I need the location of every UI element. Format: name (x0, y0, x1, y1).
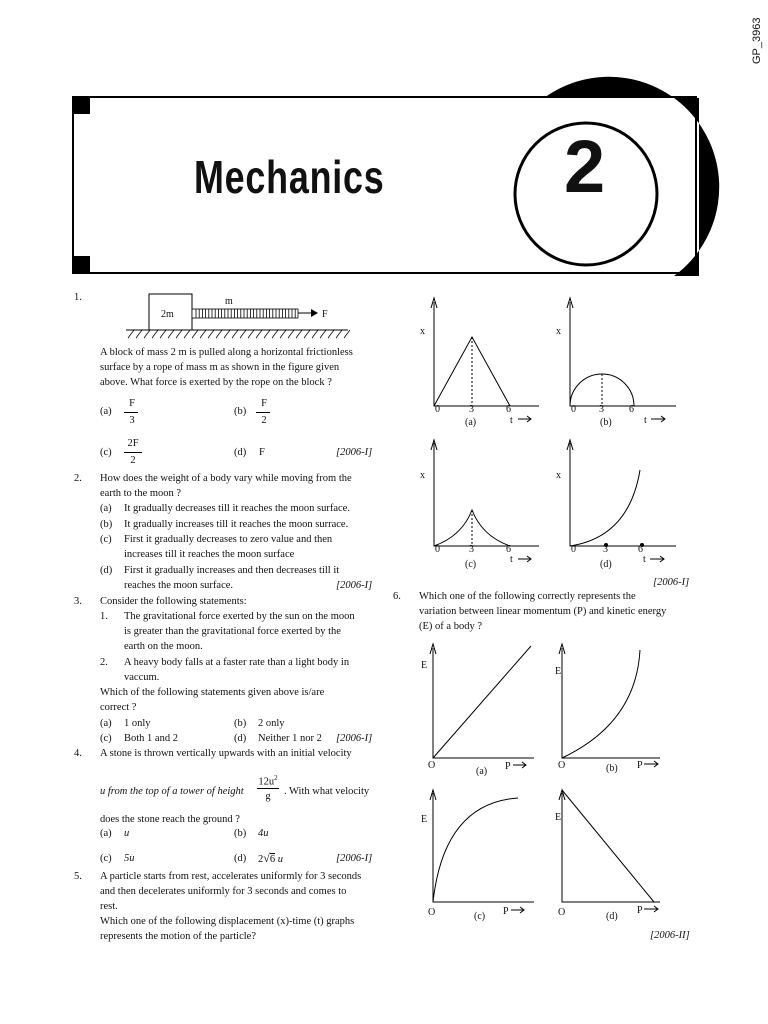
option-label: (c) (100, 733, 112, 744)
axis-x-label: t (643, 554, 646, 565)
block-rope-figure (120, 290, 380, 345)
tick-label: 3 (603, 544, 608, 555)
option-text: u (124, 828, 130, 839)
origin-label: O (558, 760, 566, 771)
q2-text-line: earth to the moon ? (100, 488, 182, 499)
question-number: 4. (74, 748, 82, 759)
graph-label: (d) (606, 911, 618, 922)
option-label: (b) (100, 519, 113, 530)
option-label: (a) (100, 718, 112, 729)
q6-text-line: variation between linear momentum (P) and kinetic energy (419, 606, 667, 617)
statement-text: A heavy body falls at a faster rate than a light body in (124, 657, 350, 668)
option-text: It gradually decreases till it reaches the moon surface. (124, 503, 350, 514)
graph-label: (a) (465, 417, 477, 428)
question-number: 1. (74, 292, 82, 303)
graph-label: (d) (600, 559, 612, 570)
question-number: 2. (74, 473, 82, 484)
q5-graphs (414, 292, 734, 592)
option-c-denominator: 2 (130, 455, 136, 466)
height-numerator: $12u^2$ (258, 774, 278, 788)
q5-graph-b (556, 298, 676, 428)
year-tag: [2006-I] (336, 733, 373, 744)
q5-text-line: and then decelerates uniformly for 3 seconds and comes to (100, 886, 347, 897)
q6-graph-c (421, 790, 534, 922)
q5-text-line: rest. (100, 901, 118, 912)
axis-x-label: t (510, 554, 513, 565)
option-label: (d) (234, 853, 247, 864)
option-c-numerator: 2F (127, 438, 139, 449)
serial-number: GP_3963 (751, 17, 763, 64)
q3-intro: Consider the following statements: (100, 596, 247, 607)
q5-graph-c (420, 440, 539, 570)
question-number: 5. (74, 871, 82, 882)
graph-label: (c) (465, 559, 477, 570)
option-b-numerator: F (261, 398, 267, 409)
option-a-denominator: 3 (129, 415, 135, 426)
tick-label: 0 (571, 404, 576, 415)
chapter-number-emblem (74, 98, 699, 276)
q3-question: Which of the following statements given above is/are (100, 687, 325, 698)
q1-text-line: above. What force is exerted by the rope on the block ? (100, 377, 332, 388)
option-text: First it gradually decreases to zero value and then (124, 534, 333, 545)
rope-label: m (225, 296, 233, 307)
axis-y-label: x (556, 326, 561, 337)
q1-text-line: A block of mass 2 m is pulled along a horizontal frictionless (100, 347, 353, 358)
tick-label: 0 (571, 544, 576, 555)
option-text: Both 1 and 2 (124, 733, 178, 744)
tick-label: 6 (506, 404, 511, 415)
q5-graph-a (420, 298, 539, 428)
graph-label: (b) (600, 417, 612, 428)
chapter-title: Mechanics (194, 151, 385, 203)
option-label: (a) (100, 828, 112, 839)
option-text: 2 only (258, 718, 285, 729)
option-label: (b) (234, 406, 247, 417)
tick-label: 3 (599, 404, 604, 415)
option-text: 5u (124, 853, 135, 864)
statement-text: earth on the moon. (124, 641, 203, 652)
q2-text-line: How does the weight of a body vary while moving from the (100, 473, 352, 484)
option-text: First it gradually increases and then decreases till it (124, 565, 340, 576)
option-label: (d) (234, 447, 247, 458)
year-tag: [2006-II] (650, 930, 690, 941)
axis-y-label: x (420, 470, 425, 481)
axis-x-label: t (510, 415, 513, 426)
option-label: (c) (100, 534, 112, 545)
option-label: (c) (100, 853, 112, 864)
option-a-numerator: F (129, 398, 135, 409)
option-b-denominator: 2 (261, 415, 267, 426)
graph-label: (b) (606, 763, 618, 774)
option-label: (a) (100, 406, 112, 417)
axis-x-label: P (637, 905, 643, 916)
option-d-value: 2√6 u (258, 851, 283, 865)
tick-label: 0 (435, 404, 440, 415)
option-text: 4u (258, 828, 269, 839)
option-label: (c) (100, 447, 112, 458)
chapter-header (72, 96, 697, 274)
axis-y-label: E (421, 660, 428, 671)
year-tag: [2006-I] (653, 577, 690, 588)
statement-number: 1. (100, 611, 108, 622)
force-label: F (322, 309, 328, 320)
year-tag: [2006-I] (336, 853, 373, 864)
tick-label: 6 (638, 544, 643, 555)
q4-text-line: does the stone reach the ground ? (100, 814, 240, 825)
q6-graph-a (421, 644, 534, 777)
tick-label: 3 (469, 544, 474, 555)
option-text: 1 only (124, 718, 151, 729)
option-label: (a) (100, 503, 112, 514)
chapter-number: 2 (564, 125, 606, 208)
statement-number: 2. (100, 657, 108, 668)
q4-text-line: . With what velocity (284, 786, 370, 797)
origin-label: O (428, 907, 436, 918)
block-label: 2m (161, 309, 174, 320)
option-label: (d) (234, 733, 247, 744)
option-text: Neither 1 nor 2 (258, 733, 322, 744)
axis-x-label: t (644, 415, 647, 426)
graph-label: (a) (476, 766, 488, 777)
option-label: (b) (234, 828, 247, 839)
option-text: increases till it reaches the moon surface (124, 549, 295, 560)
tick-label: 6 (506, 544, 511, 555)
axis-y-label: x (556, 470, 561, 481)
axis-y-label: E (421, 814, 428, 825)
tick-label: 3 (469, 404, 474, 415)
option-text: reaches the moon surface. (124, 580, 234, 591)
tick-label: 6 (629, 404, 634, 415)
year-tag: [2006-I] (336, 447, 373, 458)
q5-text-line: A particle starts from rest, accelerates uniformly for 3 seconds (100, 871, 362, 882)
q1-text-line: surface by a rope of mass m as shown in the figure given (100, 362, 340, 373)
q4-text-line: A stone is thrown vertically upwards with an initial velocity (100, 748, 352, 759)
question-number: 6. (393, 591, 401, 602)
statement-text: The gravitational force exerted by the sun on the moon (124, 611, 355, 622)
q3-question: correct ? (100, 702, 137, 713)
axis-y-label: E (555, 666, 562, 677)
graph-label: (c) (474, 911, 486, 922)
statement-text: vaccum. (124, 672, 160, 683)
q5-text-line: Which one of the following displacement (x)-time (t) graphs (100, 916, 355, 927)
axis-x-label: P (637, 760, 643, 771)
axis-y-label: x (420, 326, 425, 337)
question-number: 3. (74, 596, 82, 607)
q6-text-line: Which one of the following correctly represents the (419, 591, 636, 602)
origin-label: O (558, 907, 566, 918)
q4-text-line: u from the top of a tower of height (100, 786, 244, 797)
year-tag: [2006-I] (336, 580, 373, 591)
q6-graph-d (555, 790, 660, 922)
statement-text: is greater than the gravitational force exerted by the (124, 626, 341, 637)
q6-graphs (414, 638, 714, 938)
option-label: (b) (234, 718, 247, 729)
tick-label: 0 (435, 544, 440, 555)
axis-x-label: P (505, 761, 511, 772)
option-d-text: F (259, 447, 265, 458)
axis-y-label: E (555, 812, 562, 823)
height-denominator: g (265, 791, 271, 802)
q6-graph-b (555, 644, 660, 774)
option-label: (d) (100, 565, 113, 576)
origin-label: O (428, 760, 436, 771)
q5-text-line: represents the motion of the particle? (100, 931, 256, 942)
axis-x-label: P (503, 906, 509, 917)
q5-graph-d (556, 440, 676, 570)
q6-text-line: (E) of a body ? (419, 621, 482, 632)
option-text: It gradually increases till it reaches the moon surrace. (124, 519, 349, 530)
